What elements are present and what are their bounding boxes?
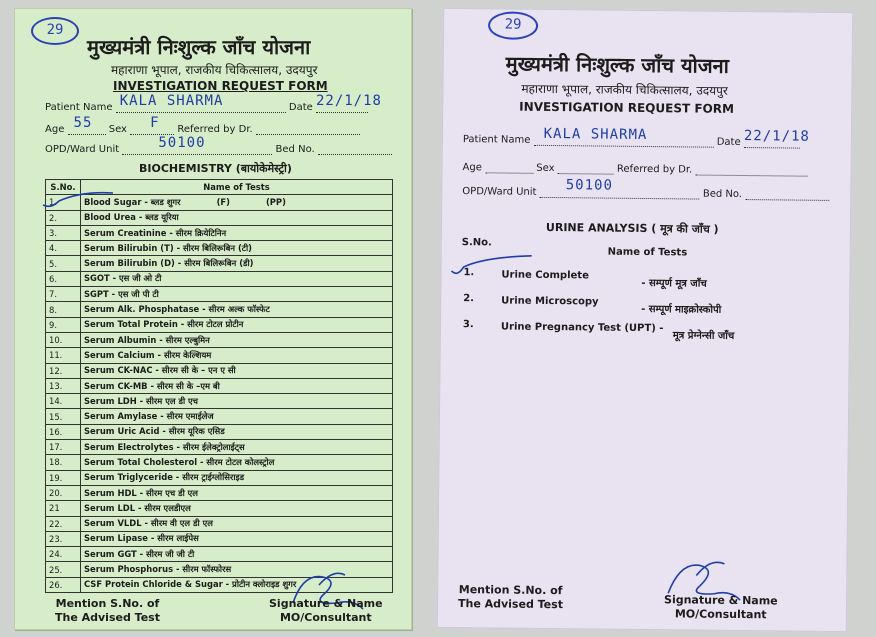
table-row[interactable]	[46, 241, 393, 256]
hospital-name: महाराणा भूपाल, राजकीय चिकित्सालय, उदयपुर	[521, 81, 728, 98]
footer-signature	[269, 597, 383, 625]
test-name	[81, 547, 393, 562]
sno-header: S.No.	[461, 237, 492, 249]
test-sno: 25.	[46, 562, 81, 577]
table-row[interactable]	[46, 332, 393, 347]
test-name-text: Serum Triglyceride - सीरम ट्राईग्लोसिराइड	[84, 472, 245, 483]
test-name-text: Serum CK-MB - सीरम सी के –एम बी	[84, 380, 220, 391]
test-name-text: Serum GGT - सीरम जी जी टी	[84, 548, 195, 559]
test-sno: 4.	[46, 241, 81, 256]
table-row[interactable]	[46, 378, 393, 393]
test-name-text: Serum Bilirubin (D) - सीरम बिलिरूबिन (डी)	[84, 258, 254, 269]
test-sno: 14.	[46, 394, 81, 409]
opd-ward-value[interactable]: 50100	[158, 135, 206, 151]
patient-name-row	[45, 93, 382, 113]
test-name-text: Serum Total Cholesterol - सीरम टोटल कोलस्ट्रोल	[84, 456, 275, 467]
form-title: INVESTIGATION REQUEST FORM	[113, 79, 328, 93]
test-hindi-name: - सम्पूर्ण माइक्रोस्कोपी	[641, 303, 722, 316]
footer-signature-line1: Signature & Name	[269, 597, 383, 610]
patient-name-value[interactable]: KALA SHARMA	[119, 93, 224, 109]
test-name	[81, 531, 393, 546]
table-row[interactable]	[46, 501, 393, 516]
opd-ward-label: OPD/Ward Unit	[462, 186, 537, 198]
table-row[interactable]	[46, 210, 393, 225]
form-title: INVESTIGATION REQUEST FORM	[519, 99, 735, 116]
test-name	[81, 378, 393, 393]
table-row[interactable]	[46, 516, 393, 531]
test-name-text: Blood Sugar - ब्लड शुगर	[84, 196, 181, 207]
section-title: BIOCHEMISTRY (बायोकेमेस्ट्री)	[139, 162, 292, 175]
test-sno: 26.	[46, 577, 81, 592]
age-label: Age	[462, 162, 482, 174]
test-sno: 7.	[46, 287, 81, 302]
footer-signature-line2: MO/Consultant	[674, 607, 767, 622]
test-name	[81, 302, 393, 317]
test-sno: 2.	[463, 293, 475, 305]
table-row[interactable]	[46, 531, 393, 546]
bed-no-label: Bed No.	[702, 188, 743, 201]
table-row[interactable]	[46, 348, 393, 363]
test-name	[81, 241, 393, 256]
footer-mention-sno	[55, 597, 160, 625]
test-name: Urine Pregnancy Test (UPT) -	[500, 321, 664, 335]
footer-signature-line1: Signature & Name	[664, 593, 778, 608]
test-sno: 11.	[46, 348, 81, 363]
test-sno: 3.	[462, 319, 474, 331]
table-row[interactable]	[46, 455, 393, 470]
sex-label: Sex	[536, 162, 555, 175]
test-hindi-name: - सम्पूर्ण मूत्र जाँच	[641, 277, 707, 290]
test-name	[81, 348, 393, 363]
post-prandial-option[interactable]: (PP)	[265, 196, 286, 207]
urine-analysis-request-form	[437, 8, 853, 632]
test-name	[81, 470, 393, 485]
tests-table	[45, 179, 393, 593]
test-sno: 20.	[46, 485, 81, 500]
footer-mention-line1: Mention S.No. of	[55, 597, 160, 610]
age-sex-row	[463, 161, 808, 177]
test-sno: 12.	[46, 363, 81, 378]
test-name	[81, 394, 393, 409]
test-name-text: Serum LDH - सीरम एल डी एच	[84, 395, 198, 406]
test-name-text: Serum Uric Acid - सीरम यूरिक एसिड	[84, 426, 225, 437]
table-row[interactable]	[46, 485, 393, 500]
test-name-text: Serum HDL - सीरम एच डी एल	[84, 487, 198, 498]
footer-mention-line2: The Advised Test	[55, 611, 160, 624]
table-row[interactable]	[46, 547, 393, 562]
footer-signature	[664, 593, 778, 622]
scheme-title: मुख्यमंत्री निःशुल्क जाँच योजना	[87, 35, 311, 59]
serial-number: 29	[31, 17, 79, 45]
patient-name-label: Patient Name	[462, 134, 531, 146]
test-sno: 23.	[46, 531, 81, 546]
opd-ward-value[interactable]: 50100	[565, 177, 614, 194]
test-name-text: Blood Urea - ब्लड यूरिया	[84, 212, 179, 223]
test-sno: 21	[46, 501, 81, 516]
table-row[interactable]	[46, 363, 393, 378]
date-value[interactable]: 22/1/18	[743, 128, 810, 145]
footer-mention-line1: Mention S.No. of	[458, 583, 563, 598]
test-name	[81, 440, 393, 455]
test-name	[81, 516, 393, 531]
test-sno: 8.	[46, 302, 81, 317]
test-sno: 24.	[46, 547, 81, 562]
biochemistry-request-form	[14, 8, 412, 630]
scheme-title: मुख्यमंत्री निःशुल्क जाँच योजना	[505, 51, 730, 78]
test-name	[81, 424, 393, 439]
table-row[interactable]	[46, 225, 393, 240]
test-name	[81, 225, 393, 240]
age-sex-row	[45, 115, 360, 135]
bed-no-label: Bed No.	[275, 144, 315, 155]
table-row[interactable]	[46, 302, 393, 317]
test-sno: 1.	[46, 195, 81, 210]
test-sno: 10.	[46, 332, 81, 347]
tick-mark-icon	[41, 189, 121, 211]
footer-mention-line2: The Advised Test	[457, 597, 564, 612]
table-row[interactable]	[46, 409, 393, 424]
test-name-text: Serum Bilirubin (T) - सीरम बिलिरूबिन (टी)	[84, 242, 253, 253]
test-name-text: CSF Protein Chloride & Sugar - प्रोटीन क्लोराइड शुगर	[84, 579, 297, 590]
test-name-text: Serum LDL - सीरम एलडीएल	[84, 502, 191, 513]
patient-name-label: Patient Name	[45, 102, 113, 113]
test-name	[81, 195, 393, 210]
date-label: Date	[288, 102, 313, 113]
section-title: URINE ANALYSIS ( मूत्र की जाँच )	[545, 220, 719, 236]
test-sno: 18.	[46, 455, 81, 470]
table-row[interactable]	[46, 287, 393, 302]
test-sno: 16.	[46, 424, 81, 439]
table-row[interactable]	[46, 440, 393, 455]
age-label: Age	[45, 124, 65, 135]
test-name-text: Serum Electrolytes - सीरम ईलेक्ट्रोलाईट्स	[84, 441, 245, 452]
referred-by-label: Referred by Dr.	[177, 124, 253, 135]
footer-mention-sno	[458, 583, 563, 612]
date-label: Date	[716, 136, 741, 148]
opd-ward-label: OPD/Ward Unit	[45, 144, 120, 155]
test-name: Urine Microscopy	[501, 295, 599, 308]
test-name-text: Serum Phosphorus - सीरम फॉस्फोरस	[84, 564, 232, 575]
test-name-text: SGOT - एस जी ओ टी	[84, 273, 162, 284]
fasting-option[interactable]: (F)	[216, 196, 230, 207]
sex-label: Sex	[108, 124, 127, 135]
test-name-text: Serum Creatinine - सीरम क्रियेटिनिन	[84, 227, 227, 238]
test-name	[81, 485, 393, 500]
test-name-text: Serum Total Protein - सीरम टोटल प्रोटीन	[84, 319, 244, 330]
test-name	[81, 409, 393, 424]
serial-number: 29	[488, 11, 538, 40]
test-name-text: Serum VLDL - सीरम वी एल डी एल	[84, 518, 213, 529]
test-name-header: Name of Tests	[81, 180, 393, 195]
table-row[interactable]	[46, 394, 393, 409]
test-name	[81, 271, 393, 286]
table-row[interactable]	[46, 470, 393, 485]
test-name	[81, 332, 393, 347]
test-name-text: Serum Albumin - सीरम एल्बुमिन	[84, 334, 210, 345]
test-sno: 9.	[46, 317, 81, 332]
test-name	[81, 287, 393, 302]
test-name-text: Serum CK-NAC - सीरम सी के – एन ए सी	[84, 365, 236, 376]
test-sno: 15.	[46, 409, 81, 424]
sno-header: S.No.	[46, 180, 81, 195]
test-name-text: Serum Amylase - सीरम एमाईलेज	[84, 411, 214, 422]
test-name-text: Serum Alk. Phosphatase - सीरम अल्क फॉस्फेट	[84, 304, 270, 315]
test-sno: 6.	[46, 271, 81, 286]
test-sno: 1.	[463, 267, 475, 279]
test-name	[81, 317, 393, 332]
age-value[interactable]: 55	[73, 115, 93, 131]
test-name-text: Serum Lipase - सीरम लाईपेस	[84, 533, 199, 544]
test-sno: 2.	[46, 210, 81, 225]
test-hindi-name: मूत्र प्रेग्नेन्सी जाँच	[672, 330, 735, 342]
table-row[interactable]	[46, 256, 393, 271]
test-name: Urine Complete	[501, 269, 589, 282]
opd-ward-row	[462, 177, 829, 201]
test-name	[81, 256, 393, 271]
patient-name-value[interactable]: KALA SHARMA	[543, 125, 648, 144]
table-row[interactable]	[46, 271, 393, 286]
sex-value[interactable]: F	[150, 115, 160, 131]
hospital-name: महाराणा भूपाल, राजकीय चिकित्सालय, उदयपुर	[111, 63, 318, 77]
test-name	[81, 501, 393, 516]
referred-by-label: Referred by Dr.	[616, 163, 693, 176]
opd-ward-row	[45, 135, 392, 155]
test-sno: 13.	[46, 378, 81, 393]
test-sno: 22.	[46, 516, 81, 531]
date-value[interactable]: 22/1/18	[315, 93, 382, 109]
test-sno: 19.	[46, 470, 81, 485]
test-sno: 5.	[46, 256, 81, 271]
test-name	[81, 210, 393, 225]
test-name	[81, 455, 393, 470]
footer-signature-line2: MO/Consultant	[279, 611, 372, 624]
test-sno: 17.	[46, 440, 81, 455]
table-row[interactable]	[46, 317, 393, 332]
table-row[interactable]	[46, 424, 393, 439]
test-name	[81, 363, 393, 378]
test-name-header: Name of Tests	[607, 246, 688, 259]
test-name-text: SGPT - एस जी पी टी	[84, 288, 159, 299]
test-name-text: Serum Calcium - सीरम केल्शियम	[84, 349, 212, 360]
patient-name-row	[462, 125, 810, 149]
test-sno: 3.	[46, 225, 81, 240]
